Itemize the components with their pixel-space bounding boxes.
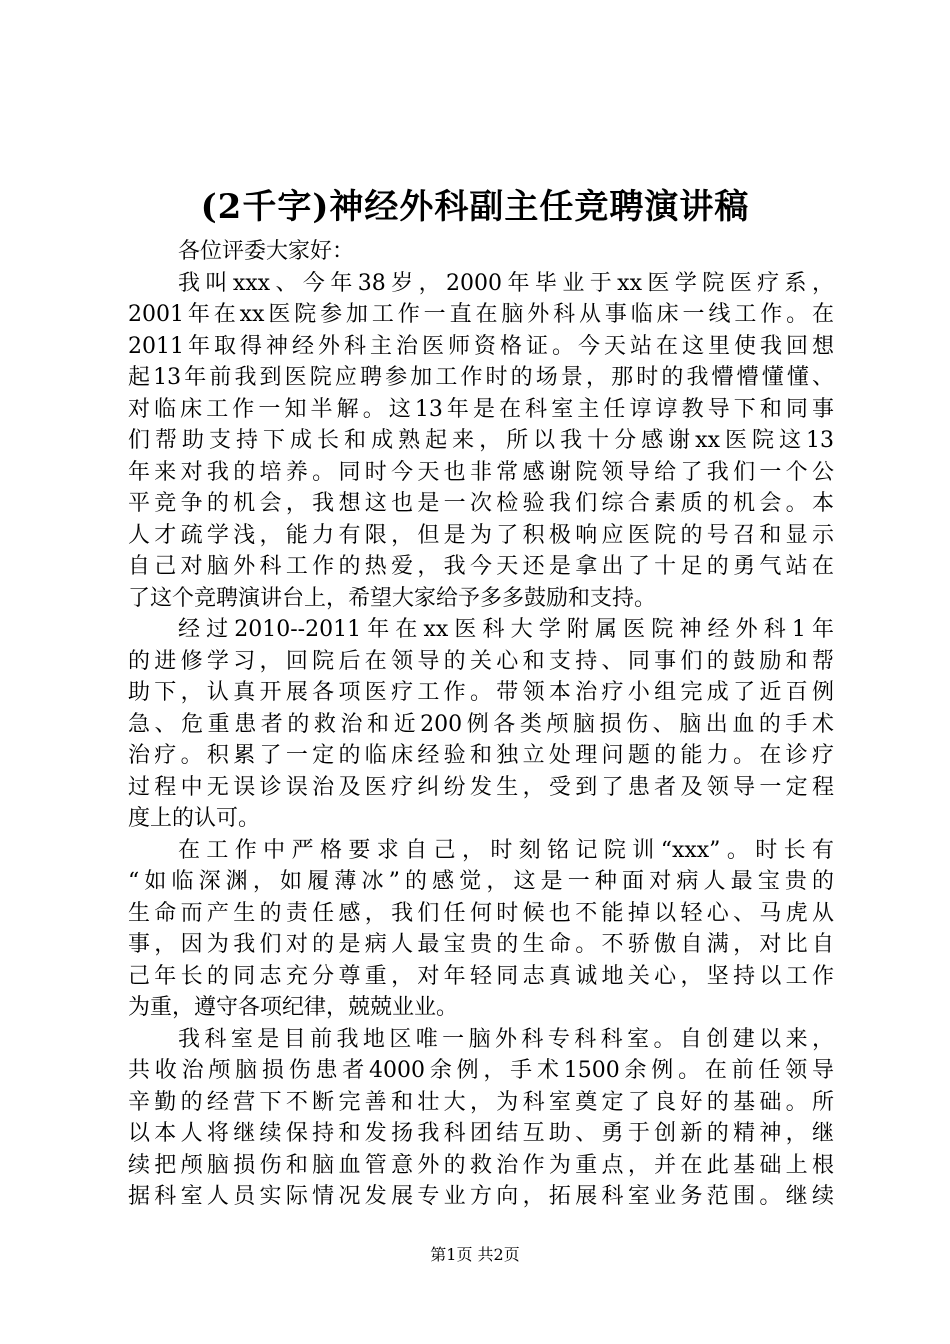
text-line: 起13年前我到医院应聘参加工作时的场景，那时的我懵懵懂懂、 <box>128 365 834 390</box>
text-line: 事，因为我们对的是病人最宝贵的生命。不骄傲自满，对比自 <box>128 932 834 957</box>
text-line: 度上的认可。 <box>128 806 261 831</box>
text-line: 对临床工作一知半解。这13年是在科室主任谆谆教导下和同事 <box>128 396 834 422</box>
text-line: 据科室人员实际情况发展专业方向，拓展科室业务范围。继续 <box>128 1184 834 1209</box>
text-line: 续把颅脑损伤和脑血管意外的救治作为重点，并在此基础上根 <box>128 1152 834 1178</box>
text-line: 经过2010--2011年在xx医科大学附属医院神经外科1年 <box>178 617 834 642</box>
text-line: 了这个竞聘演讲台上，希望大家给予多多鼓励和支持。 <box>128 585 657 611</box>
text-line: 们帮助支持下成长和成熟起来，所以我十分感谢xx医院这13 <box>128 428 834 453</box>
text-line: 辛勤的经营下不断完善和壮大，为科室奠定了良好的基础。所 <box>128 1089 834 1115</box>
text-line: 2001年在xx医院参加工作一直在脑外科从事临床一线工作。在 <box>128 302 834 327</box>
text-line: 人才疏学浅，能力有限，但是为了积极响应医院的号召和显示 <box>128 522 834 548</box>
text-line: 年来对我的培养。同时今天也非常感谢院领导给了我们一个公 <box>128 459 834 485</box>
text-line: 自己对脑外科工作的热爱，我今天还是拿出了十足的勇气站在 <box>128 554 834 579</box>
text-line: 共收治颅脑损伤患者4000余例，手术1500余例。在前任领导 <box>128 1058 834 1083</box>
text-line: 2011年取得神经外科主治医师资格证。今天站在这里使我回想 <box>128 333 834 359</box>
document-body <box>128 236 834 1213</box>
text-line: 在工作中严格要求自己，时刻铭记院训“xxx”。时长有 <box>178 837 834 863</box>
document-title: (2千字)神经外科副主任竞聘演讲稿 <box>200 187 750 227</box>
text-line: 助下，认真开展各项医疗工作。带领本治疗小组完成了近百例 <box>128 680 834 705</box>
text-line: 的进修学习，回院后在领导的关心和支持、同事们的鼓励和帮 <box>128 648 834 674</box>
text-line: 己年长的同志充分尊重，对年轻同志真诚地关心，坚持以工作 <box>128 963 834 989</box>
text-line: 以本人将继续保持和发扬我科团结互助、勇于创新的精神，继 <box>128 1121 834 1146</box>
text-line: 平竞争的机会，我想这也是一次检验我们综合素质的机会。本 <box>128 491 834 516</box>
text-line: 为重，遵守各项纪律，兢兢业业。 <box>128 995 459 1020</box>
page-footer: 第1页 共2页 <box>430 1245 520 1264</box>
text-line: 过程中无误诊误治及医疗纠纷发生，受到了患者及领导一定程 <box>128 774 834 800</box>
text-line: “如临深渊，如履薄冰”的感觉，这是一种面对病人最宝贵的 <box>128 869 834 894</box>
text-line: 各位评委大家好： <box>178 239 355 264</box>
text-line: 我科室是目前我地区唯一脑外科专科科室。自创建以来， <box>178 1026 834 1052</box>
text-line: 急、危重患者的救治和近200例各类颅脑损伤、脑出血的手术 <box>128 711 834 737</box>
text-line: 我叫xxx、今年38岁，2000年毕业于xx医学院医疗系， <box>178 270 834 296</box>
text-line: 治疗。积累了一定的临床经验和独立处理问题的能力。在诊疗 <box>128 743 834 768</box>
text-line: 生命而产生的责任感，我们任何时候也不能掉以轻心、马虎从 <box>128 900 834 926</box>
